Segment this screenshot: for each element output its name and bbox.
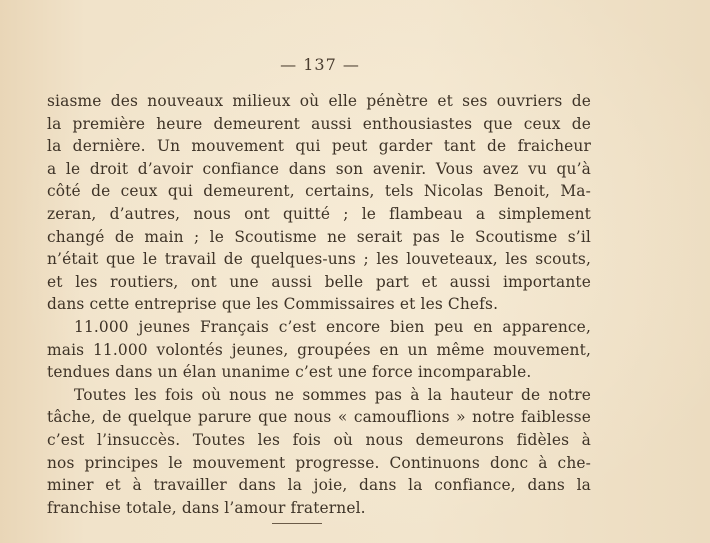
text-line: c’est l’insuccès. Toutes les fois où nous demeurons fidèles à xyxy=(47,430,591,449)
text-line: a le droit d’avoir confiance dans son avenir. Vous avez vu qu’à xyxy=(47,159,591,178)
text-line: Toutes les fois où nous ne sommes pas à la hauteur de notre xyxy=(74,385,591,404)
body-text xyxy=(47,90,591,519)
text-line: côté de ceux qui demeurent, certains, tels Nicolas Benoit, Ma- xyxy=(47,182,591,201)
text-line: changé de main ; le Scoutisme ne serait pas le Scoutisme s’il xyxy=(47,227,591,246)
text-line: franchise totale, dans l’amour fraternel. xyxy=(47,498,366,517)
text-line: la première heure demeurent aussi enthousiastes que ceux de xyxy=(47,114,591,133)
text-line: mais 11.000 volontés jeunes, groupées en un même mouvement, xyxy=(47,340,591,359)
text-line: et les routiers, ont une aussi belle part et aussi importante xyxy=(47,272,591,291)
text-line: zeran, d’autres, nous ont quitté ; le flambeau a simplement xyxy=(47,204,591,223)
text-line: miner et à travailler dans la joie, dans la confiance, dans la xyxy=(47,476,591,495)
text-line: tâche, de quelque parure que nous « camouflions » notre faiblesse xyxy=(47,408,591,427)
text-line: dans cette entreprise que les Commissaires et les Chefs. xyxy=(47,295,499,314)
page-number: — 137 — xyxy=(280,55,360,74)
text-line: la dernière. Un mouvement qui peut garder tant de fraicheur xyxy=(47,137,591,156)
text-line: nos principes le mouvement progresse. Continuons donc à che- xyxy=(47,453,591,472)
text-line: tendues dans un élan unanime c’est une force incomparable. xyxy=(47,363,532,382)
text-line: siasme des nouveaux milieux où elle pénètre et ses ouvriers de xyxy=(47,92,591,110)
end-rule-divider xyxy=(272,523,322,524)
text-line: 11.000 jeunes Français c’est encore bien peu en apparence, xyxy=(74,317,591,336)
text-line: n’était que le travail de quelques-uns ; les louveteaux, les scouts, xyxy=(47,250,591,269)
